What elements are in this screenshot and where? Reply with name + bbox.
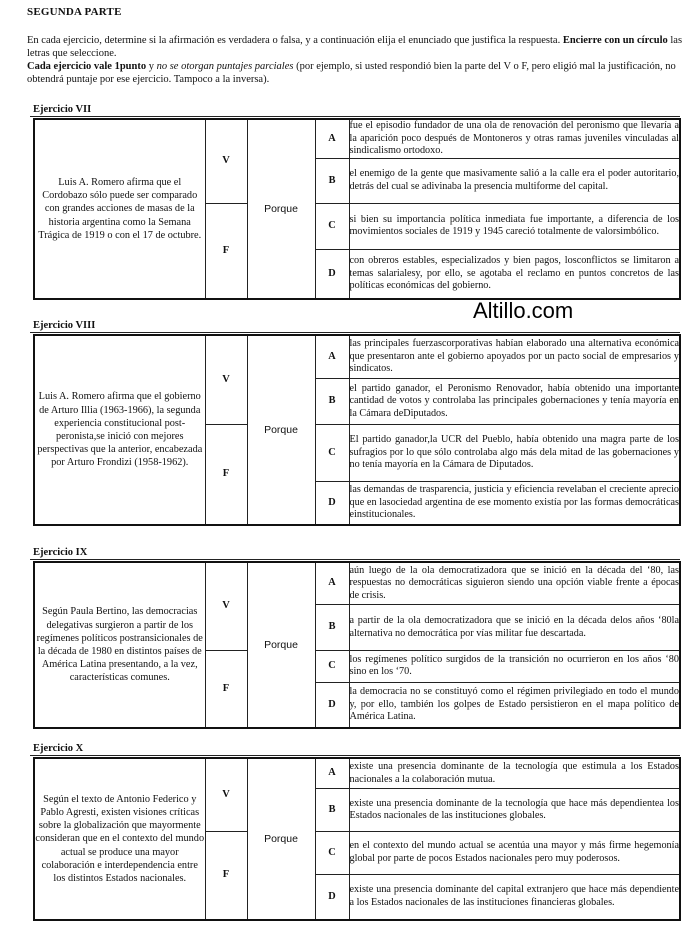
exercise-label: Ejercicio IX <box>33 547 88 558</box>
option-letter[interactable]: C <box>315 425 349 482</box>
option-letter[interactable]: A <box>315 562 349 605</box>
option-text: los regímenes político surgidos de la transición no ocurrieron en los años ‘80 sino en los ‘70. <box>349 651 680 683</box>
option-text: si bien su importancia política inmediata fue importante, a diferencia de los movimientos sociales de 1919 y 1945 careció totalmente de valorsimbólico. <box>349 204 680 250</box>
exercise-divider <box>30 116 680 117</box>
porque-label: Porque <box>247 119 315 299</box>
option-text: existe una presencia dominante de la tecnología que estimula a los Estados nacionales a la colaboración mutua. <box>349 758 680 789</box>
option-letter[interactable]: A <box>315 335 349 379</box>
option-row <box>34 335 680 379</box>
exercise-table <box>33 561 681 729</box>
option-text: el enemigo de la gente que masivamente salió a la calle era el poder autoritario, detrás del cual se adivinaba la presencia multiforme del capital. <box>349 158 680 203</box>
option-text: el partido ganador, el Peronismo Renovador, había obtenido una importante cantidad de votos y controlaba las principales gobernaciones y tenía mayoría en la Cámara deDiputados. <box>349 379 680 425</box>
exercise-divider <box>30 755 680 756</box>
true-choice[interactable]: V <box>205 119 247 204</box>
false-choice[interactable]: F <box>205 204 247 300</box>
option-letter[interactable]: D <box>315 481 349 525</box>
exercise-statement: Según el texto de Antonio Federico y Pablo Agresti, existen visiones críticas sobre la globalización que mayormente consideran que en el contexto del mundo actual se produce una mayor colaboración e interdependencia entre los distintos Estados nacionales. <box>34 758 205 920</box>
exercise-statement: Según Paula Bertino, las democracias delegativas surgieron a partir de los regímenes políticos postransicionales de la década de 1980 en distintos países de América Latina presentando, a la vez, características comunes. <box>34 562 205 728</box>
option-text: existe una presencia dominante del capital extranjero que hace más dependiente a los Estados nacionales de las instituciones financieras globales. <box>349 874 680 920</box>
exercise-label: Ejercicio X <box>33 743 84 754</box>
porque-label: Porque <box>247 335 315 525</box>
option-row <box>34 758 680 789</box>
option-text: a partir de la ola democratizadora que se inició en la década delos años ‘80la alternativa no democrática por vías militar fue descartada. <box>349 605 680 651</box>
exercise-divider <box>30 559 680 560</box>
option-letter[interactable]: A <box>315 758 349 789</box>
instructions <box>27 34 692 87</box>
option-letter[interactable]: A <box>315 119 349 158</box>
option-letter[interactable]: B <box>315 379 349 425</box>
option-letter[interactable]: B <box>315 605 349 651</box>
option-letter[interactable]: D <box>315 874 349 920</box>
option-letter[interactable]: B <box>315 158 349 203</box>
option-row <box>34 562 680 605</box>
option-text: existe una presencia dominante de la tecnología que hace más dependientea los Estados nacionales de las instituciones globales. <box>349 789 680 832</box>
exercise-table <box>33 757 681 921</box>
option-letter[interactable]: C <box>315 832 349 875</box>
scoring-bold: Cada ejercicio vale 1punto <box>27 61 147 73</box>
exercise-label: Ejercicio VII <box>33 104 92 115</box>
exercise-statement: Luis A. Romero afirma que el Cordobazo sólo puede ser comparado con grandes acciones de masas de la historia argentina como la Semana Trágica de 1919 o con el 17 de octubre. <box>34 119 205 299</box>
true-choice[interactable]: V <box>205 335 247 425</box>
instructions-tail: las letras que seleccione. <box>27 35 683 60</box>
option-text: las demandas de trasparencia, justicia y eficiencia revelaban el creciente aprecio que en lasociedad argentina de ese momento existía por las formas democráticas einstitucionales. <box>349 481 680 525</box>
instructions-text: En cada ejercicio, determine si la afirmación es verdadera o falsa, y a continuación elija el enunciado que justifica la respuesta. <box>27 35 563 46</box>
scoring-tail: (por ejemplo, si usted respondió bien la parte del V o F, pero eligió mal la justificación, no obtendrá puntaje por ese ejercicio. Tampoco a la inversa). <box>27 61 676 86</box>
watermark: Altillo.com <box>473 298 574 323</box>
page-title: SEGUNDA PARTE <box>27 6 122 18</box>
option-letter[interactable]: C <box>315 204 349 250</box>
option-letter[interactable]: C <box>315 651 349 683</box>
option-text: aún luego de la ola democratizadora que se inició en la década del ‘80, las respuestas no democráticas siguieron siendo una opción viable frente a épocas de crisis. <box>349 562 680 605</box>
porque-label: Porque <box>247 562 315 728</box>
exercise-table <box>33 334 681 526</box>
option-text: en el contexto del mundo actual se acentúa una mayor y más firme hegemonía global por parte de pocos Estados nacionales pero muy poderosos. <box>349 832 680 875</box>
scoring-italic: no se otorgan puntajes parciales <box>156 61 294 73</box>
true-choice[interactable]: V <box>205 562 247 651</box>
false-choice[interactable]: F <box>205 832 247 921</box>
false-choice[interactable]: F <box>205 651 247 729</box>
option-text: las principales fuerzascorporativas habían elaborado una alternativa económica que presentaron ante el gobierno apoyados por un pacto social de empresarios y sindicatos. <box>349 335 680 379</box>
porque-label: Porque <box>247 758 315 920</box>
option-letter[interactable]: B <box>315 789 349 832</box>
scoring-text: y <box>146 61 157 73</box>
false-choice[interactable]: F <box>205 425 247 526</box>
exercise-label: Ejercicio VIII <box>33 320 96 331</box>
true-choice[interactable]: V <box>205 758 247 832</box>
instructions-bold: Encierre con un círculo <box>562 35 668 46</box>
option-text: la democracia no se constituyó como el régimen privilegiado en todo el mundo y, por ello, también los golpes de Estado persistieron en el mapa político de América Latina. <box>349 682 680 728</box>
option-text: con obreros estables, especializados y bien pagos, losconflictos se limitaron a temas salarialesy, por ello, se agotaba el reclamo en puntos concretos de las políticas económicas del gobierno. <box>349 249 680 299</box>
option-text: fue el episodio fundador de una ola de renovación del peronismo que llevaría a la aparición poco después de Montoneros y otras ramas juveniles vinculadas al sindicalismo ortodoxo. <box>349 119 680 158</box>
option-letter[interactable]: D <box>315 249 349 299</box>
exercise-statement: Luis A. Romero afirma que el gobierno de Arturo Illia (1963-1966), la segunda experiencia constitucional post-peronista,se inició con mejores perspectivas que la anterior, encabezada por Arturo Frondizi (1958-1962). <box>34 335 205 525</box>
exercise-divider <box>30 332 680 333</box>
option-text: El partido ganador,la UCR del Pueblo, había obtenido una magra parte de los sufragios por lo que sólo controlaba algo más dela mitad de las gobernaciones y no tenía mayoría en la Cámara de Diputados. <box>349 425 680 482</box>
exercise-table <box>33 118 681 300</box>
option-row <box>34 119 680 158</box>
option-letter[interactable]: D <box>315 682 349 728</box>
